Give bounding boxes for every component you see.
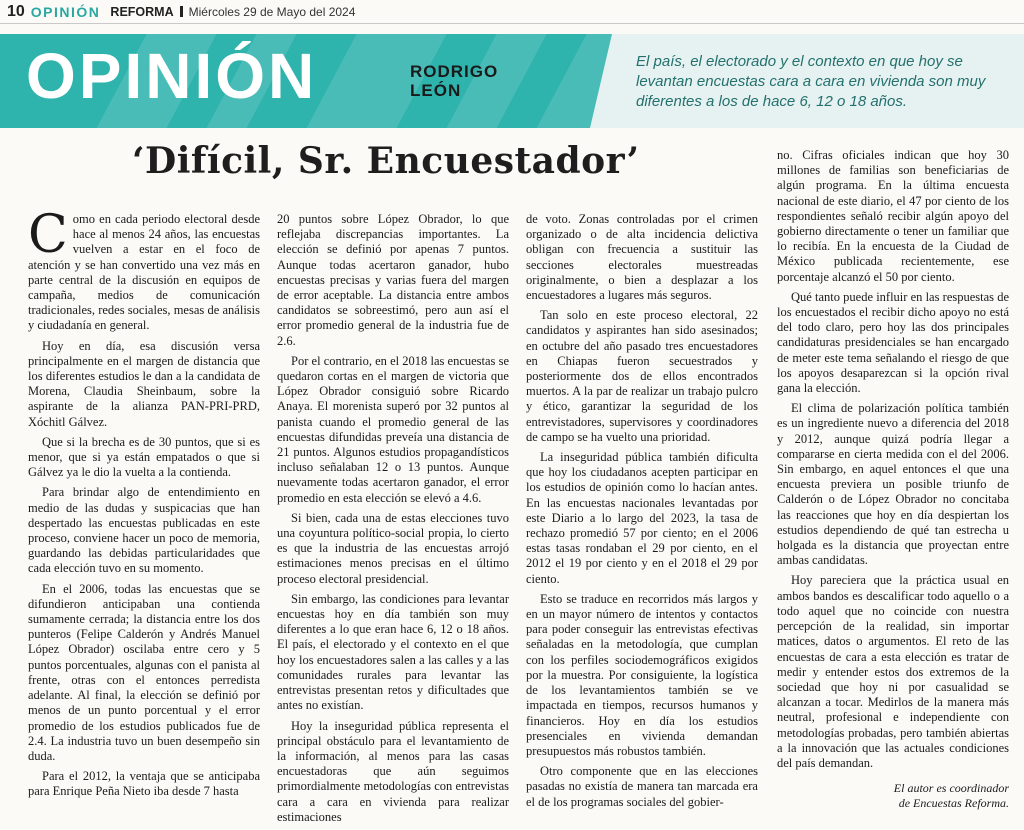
signoff-line: El autor es coordinador bbox=[893, 781, 1009, 796]
paragraph: de voto. Zonas controladas por el crimen organizado o de alta incidencia delictiva obligan con frecuencia a sustituir las secciones electorales muestreadas originalmente, o bien a desplazar a los encuestadores a lugares más seguros. bbox=[526, 212, 758, 303]
author-last-name: LEÓN bbox=[410, 81, 462, 100]
paragraph: Hoy la inseguridad pública representa el principal obstáculo para el levantamiento de la información, al menos para las casas encuestadoras que aún seguimos primordialmente metodologías con entrevistas cara a cara en vivienda para realizar estimaciones bbox=[277, 718, 509, 824]
page-number: 10 bbox=[7, 2, 25, 20]
paragraph bbox=[28, 205, 260, 334]
banner-teal-band bbox=[0, 34, 612, 128]
article-column-2 bbox=[277, 212, 509, 830]
article-column-4 bbox=[777, 148, 1009, 811]
paragraph: Hoy en día, esa discusión versa principalmente en el margen de distancia que los diferentes estudios le dan a la candidata de Morena, Claudia Sheinbaum, sobre la aspirante de la alianza PAN-PRI-PRD, Xóchitl Gálvez. bbox=[28, 338, 260, 429]
paragraph: El clima de polarización política también es un ingrediente nuevo a diferencia del 2018 y 2012, aunque quizá podría llegar a compararse en cierta medida con el del 2006. Sin embargo, en aquel entonces el que una encuesta previera un posible triunfo de Calderón o de López Obrador no concitaba las reacciones que hoy en día despiertan los estudios dependiendo de qué tan estrecha u holgada es la distancia que proyectan entre ambas candidatas. bbox=[777, 401, 1009, 568]
article-column-3 bbox=[526, 212, 758, 815]
article-headline: ‘Difícil, Sr. Encuestador’ bbox=[132, 140, 640, 182]
paragraph: Por el contrario, en el 2018 las encuestas se quedaron cortas en el margen de victoria que López Obrador consiguió sobre Ricardo Anaya. El morenista superó por 32 puntos al panista cuando el promedio general de las encuestas difundidas preveía una distancia de 21 puntos. Algunos estudios propagandísticos incluso señalaban 12 o 13 puntos. Aunque nuevamente todas acertaron ganador, el error promedio en esta elección se elevó a 4.6. bbox=[277, 353, 509, 505]
author-first-name: RODRIGO bbox=[410, 62, 499, 81]
paragraph: Para brindar algo de entendimiento en medio de las dudas y suspicacias que han despertado las encuestas publicadas en este proceso, conviene hacer un poco de memoria, guardando las debidas particularidades que cada elección tuvo en su momento. bbox=[28, 485, 260, 576]
separator-bar bbox=[180, 6, 183, 17]
paragraph: Tan solo en este proceso electoral, 22 candidatos y aspirantes han sido asesinados; en octubre del año pasado tres encuestadores en Chiapas fueron secuestrados y posteriormente dos de ellos encontrados muertos. A la par de realizar un trabajo pulcro y ético, garantizar la seguridad de los entrevistadores, supervisores y coordinadores de campo se ha vuelto una prioridad. bbox=[526, 308, 758, 444]
paragraph: Sin embargo, las condiciones para levantar encuestas hoy en día también son muy diferentes a lo que eran hace 6, 12 o 18 años. El país, el electorado y el contexto en el que hoy los encuestadores salen a las calles y a las comunidades rurales para levantar las entrevistas presentan retos y dificultades que antes no existían. bbox=[277, 591, 509, 713]
drop-cap: C bbox=[28, 205, 68, 265]
paragraph: La inseguridad pública también dificulta que hoy los ciudadanos acepten participar en los estudios de opinión como lo hacían antes. En las encuestas nacionales levantadas por este Diario a lo largo del 2023, la tasa de rechazo promedió 57 por ciento; en el 2006 estas tasas rondaban el 29 por ciento, en el 2012 el 19 por ciento y en el 2018 el 29 por ciento. bbox=[526, 450, 758, 586]
paragraph: 20 puntos sobre López Obrador, lo que reflejaba discrepancias importantes. La elección se definió por apenas 7 puntos. Aunque todas acertaron ganador, hubo encuestas precisas y varias fuera del margen de error aceptable. La distancia entre ambos candidatos se sobreestimó, pero aun así el error promedio general de la industria fue de 2.6. bbox=[277, 212, 509, 348]
section-banner bbox=[0, 34, 1024, 128]
newspaper-name: REFORMA bbox=[110, 4, 174, 19]
author-byline bbox=[410, 62, 498, 100]
section-label: OPINIÓN bbox=[30, 3, 101, 20]
paragraph: Que si la brecha es de 30 puntos, que si es menor, que si ya están empatados o que si Gálvez ya le dio la vuelta a la contienda. bbox=[28, 434, 260, 480]
paragraph: Otro componente que en las elecciones pasadas no existía de manera tan marcada era el de los programas sociales del gobier- bbox=[526, 764, 758, 809]
paragraph: Esto se traduce en recorridos más largos y en un mayor número de intentos y contactos para poder conseguir las entrevistas efectivas señaladas en la metodología, que cumplan con los perfiles sociodemográficos exigidos por la muestra. Por consiguiente, la logística de los levantamientos también se ve impactada en tiempos, recursos humanos y financieros. Hoy en día los estudios presenciales en vivienda demandan presupuestos más robustos también. bbox=[526, 591, 758, 758]
paragraph: Qué tanto puede influir en las respuestas de los encuestados el recibir dicho apoyo no está del todo claro, pero hoy las dos principales candidaturas presidenciales se han encargado de meter este tema señalando el riesgo de que los apoyos desaparezcan si la opción rival gana la elección. bbox=[777, 289, 1009, 396]
paragraph: Para el 2012, la ventaja que se anticipaba para Enrique Peña Nieto iba desde 7 hasta bbox=[28, 769, 260, 799]
article-deck: El país, el electorado y el contexto en que hoy se levantan encuestas cara a cara en vivienda son muy diferentes a los de hace 6, 12 o 18 años. bbox=[636, 53, 986, 110]
running-header bbox=[0, 0, 1024, 24]
article-column-1 bbox=[28, 205, 260, 805]
section-title: OPINIÓN bbox=[26, 40, 318, 112]
paragraph-text: omo en cada periodo electoral desde hace al menos 24 años, las encuestas vuelven a estar en el foco de atención y se han convertido una vez más en parte central de la discusión en equipos de campaña, medios de comunicación tradicionales, redes sociales, mesas de análisis y ciudadanía en general. bbox=[28, 212, 260, 333]
paragraph: Si bien, cada una de estas elecciones tuvo una coyuntura político-social propia, lo cierto es que la industria de las encuestas arrojó estimaciones menos precisas en el último proceso electoral presidencial. bbox=[277, 510, 509, 586]
issue-date: Miércoles 29 de Mayo del 2024 bbox=[188, 4, 356, 19]
paragraph: Hoy pareciera que la práctica usual en ambos bandos es descalificar todo aquello o a todo aquel que no coincide con nuestra percepción de la realidad, sin importar matices, datos o argumentos. El reto de las encuestas de cara a esta elección es tratar de medir y entender estos dos extremos de la sociedad que hoy ni por casualidad se alcanzan a tocar. Medirlos de la manera más neutral, profesional e independiente con metodologías probadas, pero también abiertas a la innovación que las actuales condiciones del país demandan. bbox=[777, 573, 1009, 770]
banner-deck-box bbox=[612, 34, 1024, 128]
signoff-line: de Encuestas Reforma. bbox=[898, 796, 1009, 811]
paragraph: no. Cifras oficiales indican que hoy 30 millones de familias son beneficiarias de algún programa. En la última encuesta nacional de este diario, el 47 por ciento de los respondientes señaló recibir algún apoyo del gobierno directamente o tener un familiar que lo recibía. En la encuesta de la Ciudad de México publicada recientemente, ese porcentaje alcanzó el 50 por ciento. bbox=[777, 148, 1009, 284]
author-signoff bbox=[777, 781, 1009, 811]
paragraph: En el 2006, todas las encuestas que se difundieron anticipaban una contienda sumamente cerrada; la distancia entre los dos punteros (Felipe Calderón y Andrés Manuel López Obrador) oscilaba entre cero y 5 puntos porcentuales, algunas con el panista al frente, otras con el entonces perredista adelante. Al final, la elección se definió por menos de un punto porcentual y el error promedio de los estudios publicados fue de 2.4. La industria tuvo un buen desempeño sin duda. bbox=[28, 581, 260, 763]
